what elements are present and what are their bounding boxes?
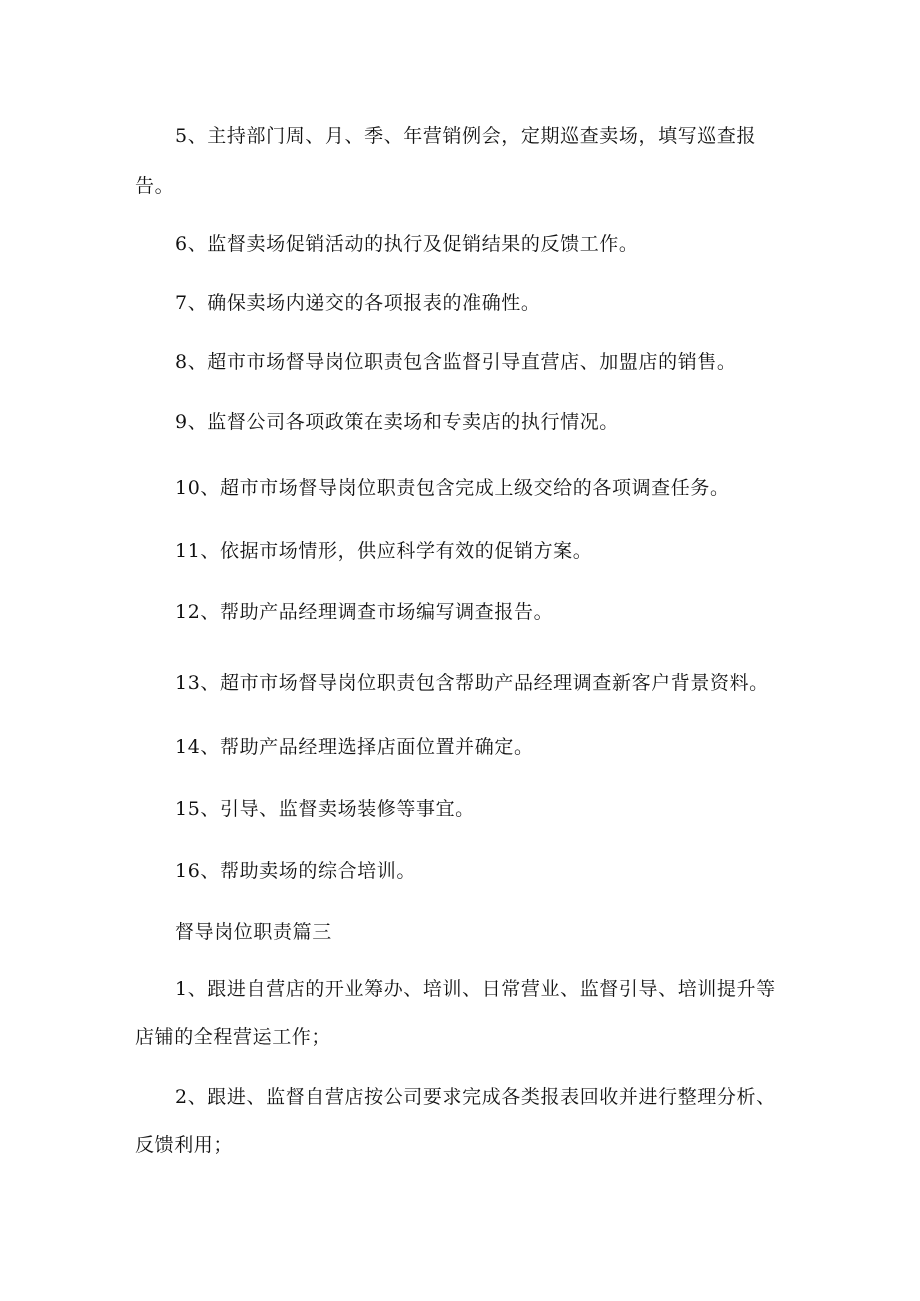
paragraph-13: 13、超市市场督导岗位职责包含帮助产品经理调查新客户背景资料。 [175, 672, 769, 694]
paragraph-14: 14、帮助产品经理选择店面位置并确定。 [175, 736, 534, 758]
section-item-1-line-1: 1、跟进自营店的开业筹办、培训、日常营业、监督引导、培训提升等 [175, 978, 776, 1000]
paragraph-11: 11、依据市场情形，供应科学有效的促销方案。 [175, 540, 593, 562]
paragraph-12: 12、帮助产品经理调查市场编写调查报告。 [175, 601, 554, 623]
paragraph-9: 9、监督公司各项政策在卖场和专卖店的执行情况。 [175, 411, 619, 433]
paragraph-5-line-2: 告。 [135, 175, 175, 197]
section-heading: 督导岗位职责篇三 [175, 921, 332, 943]
section-item-1-line-2: 店铺的全程营运工作； [135, 1026, 332, 1048]
paragraph-5-line-1: 5、主持部门周、月、季、年营销例会，定期巡查卖场，填写巡查报 [175, 125, 757, 147]
paragraph-6: 6、监督卖场促销活动的执行及促销结果的反馈工作。 [175, 233, 639, 255]
paragraph-15: 15、引导、监督卖场装修等事宜。 [175, 798, 475, 820]
section-item-2-line-1: 2、跟进、监督自营店按公司要求完成各类报表回收并进行整理分析、 [175, 1086, 776, 1108]
paragraph-7: 7、确保卖场内递交的各项报表的准确性。 [175, 292, 541, 314]
paragraph-8: 8、超市市场督导岗位职责包含监督引导直营店、加盟店的销售。 [175, 351, 737, 373]
section-item-2-line-2: 反馈利用； [135, 1134, 234, 1156]
paragraph-10: 10、超市市场督导岗位职责包含完成上级交给的各项调查任务。 [175, 477, 730, 499]
paragraph-16: 16、帮助卖场的综合培训。 [175, 860, 416, 882]
